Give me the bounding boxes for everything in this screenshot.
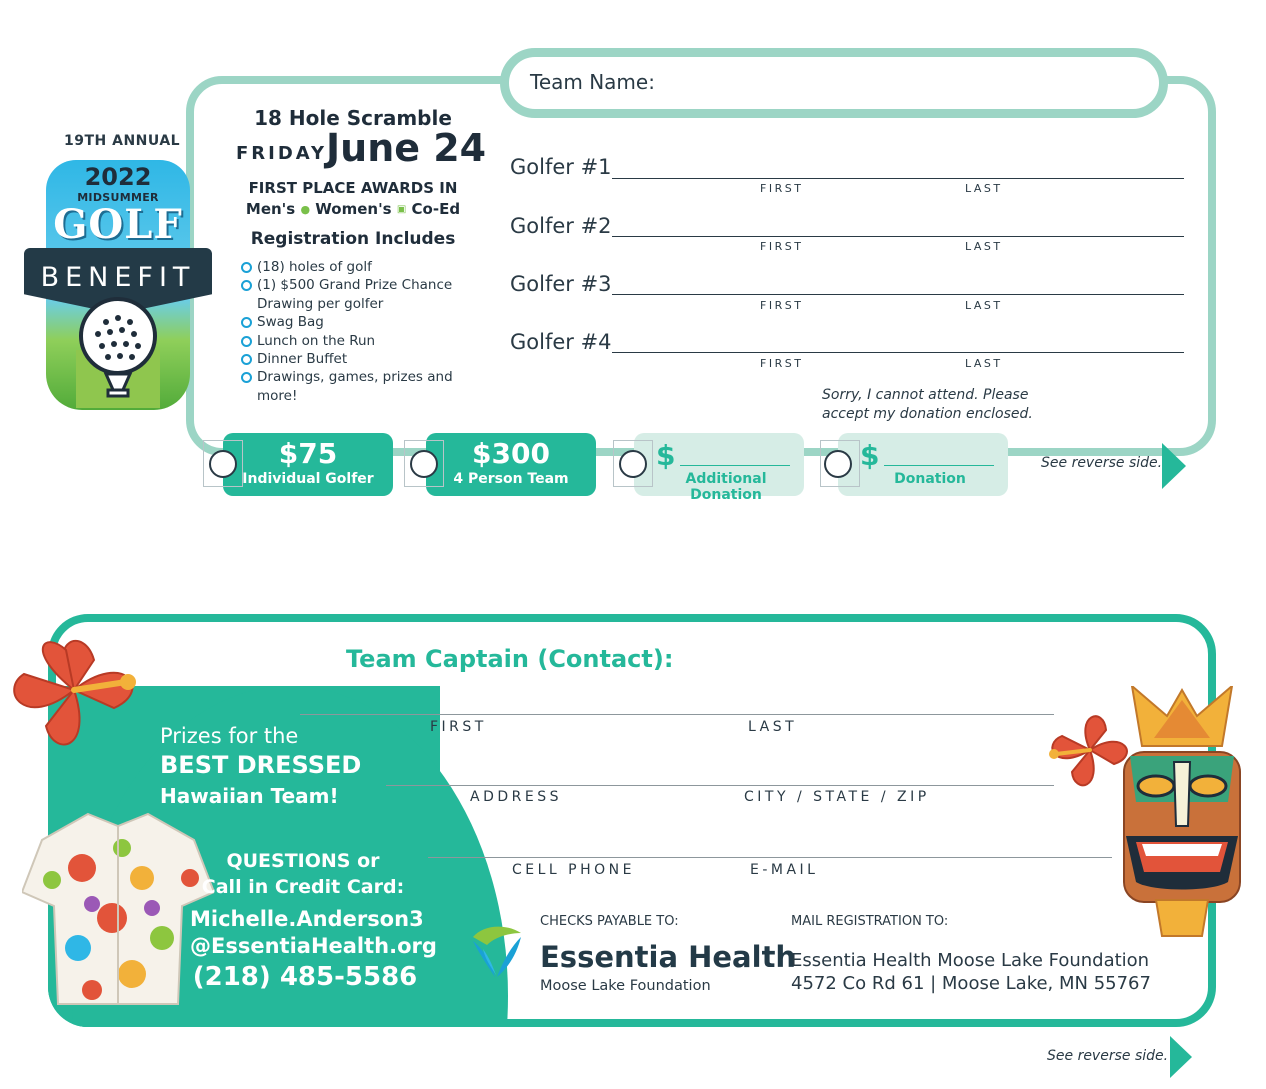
hibiscus-flower-icon xyxy=(4,630,154,760)
logo-annual-text: 19TH ANNUAL xyxy=(64,133,181,149)
first-caption: FIRST xyxy=(430,719,487,735)
essentia-health-logo-icon xyxy=(469,923,525,981)
golf-ball-icon xyxy=(76,296,160,408)
list-item: Swag Bag xyxy=(241,313,481,331)
prizes-text: Prizes for the xyxy=(160,724,299,748)
logo-golf: GOLF xyxy=(53,201,183,248)
donation-note-line: accept my donation enclosed. xyxy=(822,405,1033,422)
golfer-3-label: Golfer #3 xyxy=(510,272,612,296)
option-caption: Individual Golfer xyxy=(242,471,374,487)
logo-benefit: BENEFIT xyxy=(40,262,196,293)
option-amount: $300 xyxy=(472,437,550,470)
option-caption: 4 Person Team xyxy=(453,471,569,487)
captain-name-field[interactable] xyxy=(300,714,1054,715)
option-caption: Additional Donation xyxy=(685,471,767,503)
checkbox-additional-donation[interactable] xyxy=(619,450,647,478)
donation-note-line: Sorry, I cannot attend. Please xyxy=(822,387,1029,403)
award-category: Men's xyxy=(245,200,296,218)
list-item: Dinner Buffet xyxy=(241,350,481,368)
golfer-2-first-caption: FIRST xyxy=(760,240,804,253)
see-reverse-note: See reverse side. xyxy=(1041,455,1163,471)
registration-heading: Registration Includes xyxy=(250,229,456,249)
contact-email: Michelle.Anderson3 xyxy=(190,907,424,931)
amount-line xyxy=(680,465,790,466)
option-additional-donation[interactable] xyxy=(634,433,804,503)
mail-address-line1: Essentia Health Moose Lake Foundation xyxy=(791,950,1150,971)
list-item: Drawings, games, prizes and more! xyxy=(241,368,481,405)
list-item: Lunch on the Run xyxy=(241,332,481,350)
logo-year: 2022 xyxy=(84,163,152,191)
award-category: Women's xyxy=(315,200,392,218)
golfer-4-first-caption: FIRST xyxy=(760,357,804,370)
checkbox-individual[interactable] xyxy=(209,450,237,478)
golfer-1-first-caption: FIRST xyxy=(760,182,804,195)
email-caption: E-MAIL xyxy=(750,862,819,878)
checks-payable-label: CHECKS PAYABLE TO: xyxy=(540,914,679,929)
contact-email-domain: @EssentiaHealth.org xyxy=(190,934,437,958)
arrow-right-icon xyxy=(1162,443,1186,489)
city-state-zip-caption: CITY / STATE / ZIP xyxy=(744,789,930,805)
golfer-1-field[interactable] xyxy=(612,178,1184,179)
golfer-2-label: Golfer #2 xyxy=(510,214,612,238)
captain-title: Team Captain (Contact): xyxy=(346,645,674,673)
event-day: FRIDAY xyxy=(236,143,328,164)
golfer-1-last-caption: LAST xyxy=(965,182,1003,195)
option-individual-golfer[interactable] xyxy=(223,433,393,496)
contact-phone: (218) 485-5586 xyxy=(192,962,418,992)
option-caption: Donation xyxy=(894,471,966,487)
option-amount: $75 xyxy=(278,437,338,470)
golfer-4-field[interactable] xyxy=(612,352,1184,353)
golfer-3-last-caption: LAST xyxy=(965,299,1003,312)
list-item: (18) holes of golf xyxy=(241,258,481,276)
registration-list xyxy=(241,258,481,405)
team-name-label: Team Name: xyxy=(530,70,655,94)
credit-card-text: Call in Credit Card: xyxy=(201,876,405,898)
amount-line xyxy=(884,465,994,466)
mail-address-line2: 4572 Co Rd 61 | Moose Lake, MN 55767 xyxy=(791,973,1151,994)
cell-phone-caption: CELL PHONE xyxy=(512,862,635,878)
donation-note xyxy=(822,386,1033,423)
golfer-3-field[interactable] xyxy=(612,294,1184,295)
awards-categories xyxy=(226,200,480,218)
checkbox-donation[interactable] xyxy=(824,450,852,478)
bullet-square-icon: ▣ xyxy=(396,204,407,215)
list-item: (1) $500 Grand Prize Chance Drawing per golfer xyxy=(241,276,481,313)
event-title: 18 Hole Scramble xyxy=(254,106,452,130)
option-amount: $ xyxy=(860,439,880,472)
bullet-dot-icon: ● xyxy=(300,203,311,216)
captain-phone-email-field[interactable] xyxy=(428,857,1112,858)
awards-heading: FIRST PLACE AWARDS IN xyxy=(248,179,458,197)
golfer-2-last-caption: LAST xyxy=(965,240,1003,253)
event-date: June 24 xyxy=(326,126,487,170)
logo-midsummer: MIDSUMMER xyxy=(77,191,159,204)
questions-text: QUESTIONS or xyxy=(226,850,380,872)
captain-address-field[interactable] xyxy=(386,785,1054,786)
org-subtitle: Moose Lake Foundation xyxy=(540,978,711,994)
option-four-person-team[interactable] xyxy=(426,433,596,496)
best-dressed-text: BEST DRESSED xyxy=(160,751,362,779)
option-amount: $ xyxy=(656,439,676,472)
golfer-4-label: Golfer #4 xyxy=(510,330,612,354)
award-category: Co-Ed xyxy=(411,200,461,218)
org-name: Essentia Health xyxy=(540,940,797,974)
golfer-1-label: Golfer #1 xyxy=(510,155,612,179)
mail-registration-label: MAIL REGISTRATION TO: xyxy=(791,914,949,929)
golfer-4-last-caption: LAST xyxy=(965,357,1003,370)
option-donation[interactable] xyxy=(838,433,1008,496)
golfer-3-first-caption: FIRST xyxy=(760,299,804,312)
see-reverse-note-bottom: See reverse side. xyxy=(1047,1048,1169,1064)
tiki-mask-icon xyxy=(1112,686,1252,942)
arrow-right-icon xyxy=(1170,1036,1192,1078)
hawaiian-team-text: Hawaiian Team! xyxy=(160,784,339,808)
hawaiian-shirt-icon xyxy=(22,808,214,1008)
checkbox-team[interactable] xyxy=(410,450,438,478)
address-caption: ADDRESS xyxy=(470,789,562,805)
golfer-2-field[interactable] xyxy=(612,236,1184,237)
last-caption: LAST xyxy=(748,719,798,735)
